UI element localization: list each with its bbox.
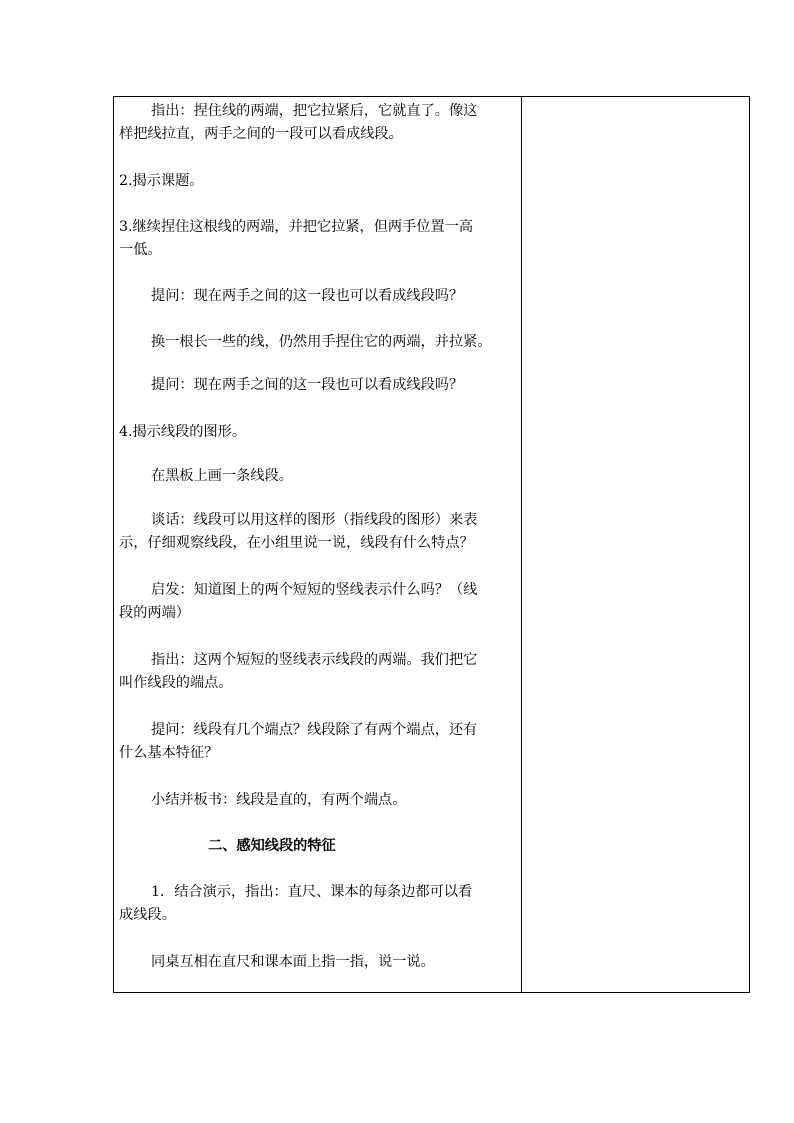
notes-cell — [522, 97, 749, 992]
paragraph-line: 提问：现在两手之间的这一段也可以看成线段吗？ — [151, 288, 464, 304]
paragraph-line: 一低。 — [119, 242, 162, 258]
paragraph-line: 叫作线段的端点。 — [119, 675, 233, 691]
paragraph-line: 1．结合演示，指出：直尺、课本的每条边都可以看 — [151, 884, 473, 900]
section-heading: 二、感知线段的特征 — [208, 838, 336, 854]
paragraph-line: 提问：线段有几个端点？线段除了有两个端点，还有 — [151, 722, 478, 738]
paragraph-line: 小结并板书：线段是直的，有两个端点。 — [151, 792, 407, 808]
paragraph-line: 2.揭示课题。 — [119, 173, 204, 189]
paragraph-line: 提问：现在两手之间的这一段也可以看成线段吗？ — [151, 377, 464, 393]
paragraph-line: 换一根长一些的线，仍然用手捏住它的两端，并拉紧。 — [151, 334, 492, 350]
paragraph-line: 样把线拉直，两手之间的一段可以看成线段。 — [119, 126, 403, 142]
paragraph-line: 3.继续捏住这根线的两端，并把它拉紧，但两手位置一高 — [119, 219, 474, 235]
paragraph-line: 成线段。 — [119, 907, 176, 923]
paragraph-line: 指出：这两个短短的竖线表示线段的两端。我们把它 — [151, 652, 478, 668]
paragraph-line: 启发：知道图上的两个短短的竖线表示什么吗？（线 — [151, 582, 478, 598]
paragraph-line: 示，仔细观察线段，在小组里说一说，线段有什么特点？ — [119, 535, 474, 551]
paragraph-line: 什么基本特征？ — [119, 745, 219, 761]
paragraph-line: 4.揭示线段的图形。 — [119, 424, 247, 440]
paragraph-line: 谈话：线段可以用这样的图形（指线段的图形）来表 — [151, 512, 478, 528]
paragraph-line: 段的两端） — [119, 605, 190, 621]
paragraph-line: 在黑板上画一条线段。 — [151, 468, 293, 484]
paragraph-line: 指出：捏住线的两端，把它拉紧后，它就直了。像这 — [151, 103, 478, 119]
teaching-process-cell — [114, 97, 521, 992]
lesson-table — [113, 96, 750, 993]
paragraph-line: 同桌互相在直尺和课本面上指一指，说一说。 — [151, 954, 435, 970]
